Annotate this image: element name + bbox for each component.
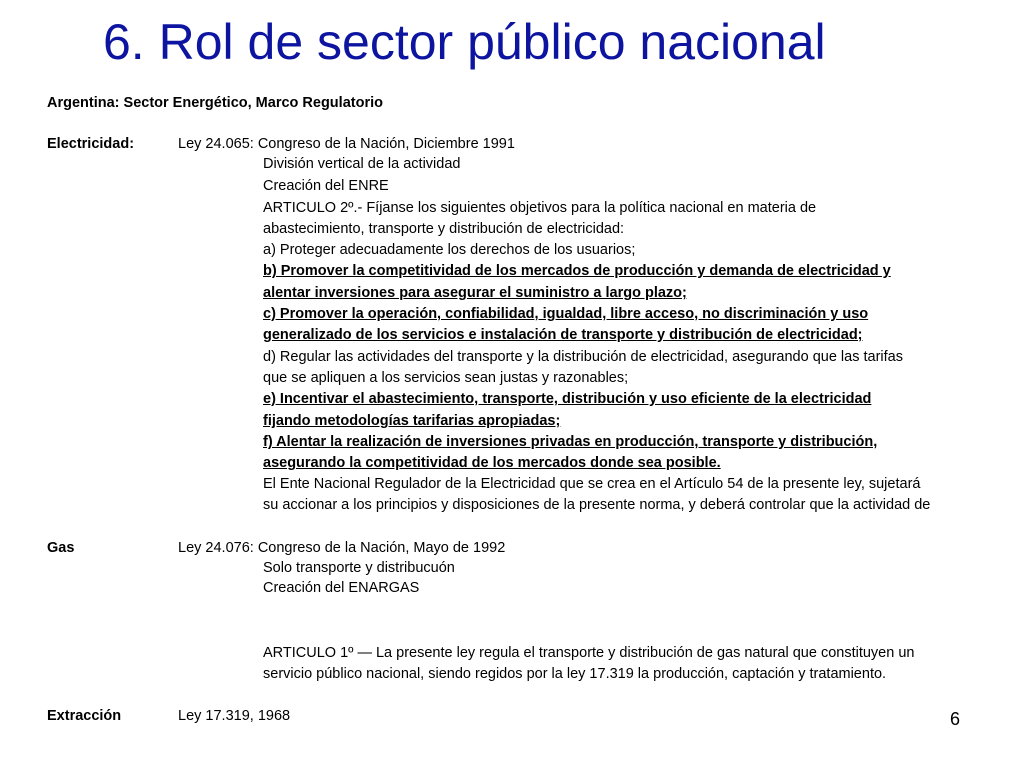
electricidad-item: Creación del ENRE bbox=[263, 178, 389, 194]
electricidad-article-line-highlighted: c) Promover la operación, confiabilidad, igualdad, libre acceso, no discriminación y uso bbox=[263, 306, 869, 322]
electricidad-article-line: que se apliquen a los servicios sean justas y razonables; bbox=[263, 370, 629, 386]
electricidad-label: Electricidad: bbox=[47, 136, 135, 152]
gas-law: Ley 24.076: Congreso de la Nación, Mayo de 1992 bbox=[178, 540, 506, 556]
gas-item: Solo transporte y distribucuón bbox=[263, 560, 455, 576]
electricidad-article-line-highlighted: asegurando la competitividad de los mercados donde sea posible. bbox=[263, 455, 721, 471]
electricidad-article-line-highlighted: b) Promover la competitividad de los mercados de producción y demanda de electricidad y bbox=[263, 263, 891, 279]
electricidad-item: División vertical de la actividad bbox=[263, 156, 461, 172]
electricidad-article-line-highlighted: fijando metodologías tarifarias apropiadas; bbox=[263, 413, 561, 429]
electricidad-article-line: ARTICULO 2º.- Fíjanse los siguientes objetivos para la política nacional en materia de bbox=[263, 200, 817, 216]
electricidad-article-line-highlighted: e) Incentivar el abastecimiento, transporte, distribución y uso eficiente de la electricidad bbox=[263, 391, 872, 407]
page-number: 6 bbox=[950, 709, 961, 729]
electricidad-article-line: d) Regular las actividades del transporte y la distribución de electricidad, asegurando que las tarifas bbox=[263, 349, 903, 365]
electricidad-article-line-highlighted: f) Alentar la realización de inversiones privadas en producción, transporte y distribución, bbox=[263, 434, 878, 450]
electricidad-law: Ley 24.065: Congreso de la Nación, Diciembre 1991 bbox=[178, 136, 515, 152]
electricidad-article-line: El Ente Nacional Regulador de la Electricidad que se crea en el Artículo 54 de la presente ley, sujetará bbox=[263, 476, 921, 492]
electricidad-article-line: a) Proteger adecuadamente los derechos de los usuarios; bbox=[263, 242, 636, 258]
extraccion-label: Extracción bbox=[47, 708, 122, 724]
extraccion-law: Ley 17.319, 1968 bbox=[178, 708, 291, 724]
electricidad-article-line-highlighted: alentar inversiones para asegurar el suministro a largo plazo; bbox=[263, 285, 687, 301]
electricidad-article-line: su accionar a los principios y disposiciones de la presente norma, y deberá controlar que la actividad de bbox=[263, 497, 931, 513]
electricidad-article-line-highlighted: generalizado de los servicios e instalación de transporte y distribución de electricidad; bbox=[263, 327, 863, 343]
slide-subtitle: Argentina: Sector Energético, Marco Regulatorio bbox=[47, 95, 383, 111]
gas-article-line: ARTICULO 1º — La presente ley regula el transporte y distribución de gas natural que constituyen un bbox=[263, 645, 915, 661]
electricidad-article-line: abastecimiento, transporte y distribución de electricidad: bbox=[263, 221, 625, 237]
gas-label: Gas bbox=[47, 540, 75, 556]
slide-title: 6. Rol de sector público nacional bbox=[103, 14, 826, 70]
gas-article-line: servicio público nacional, siendo regidos por la ley 17.319 la producción, captación y tratamiento. bbox=[263, 666, 887, 682]
gas-item: Creación del ENARGAS bbox=[263, 580, 420, 596]
